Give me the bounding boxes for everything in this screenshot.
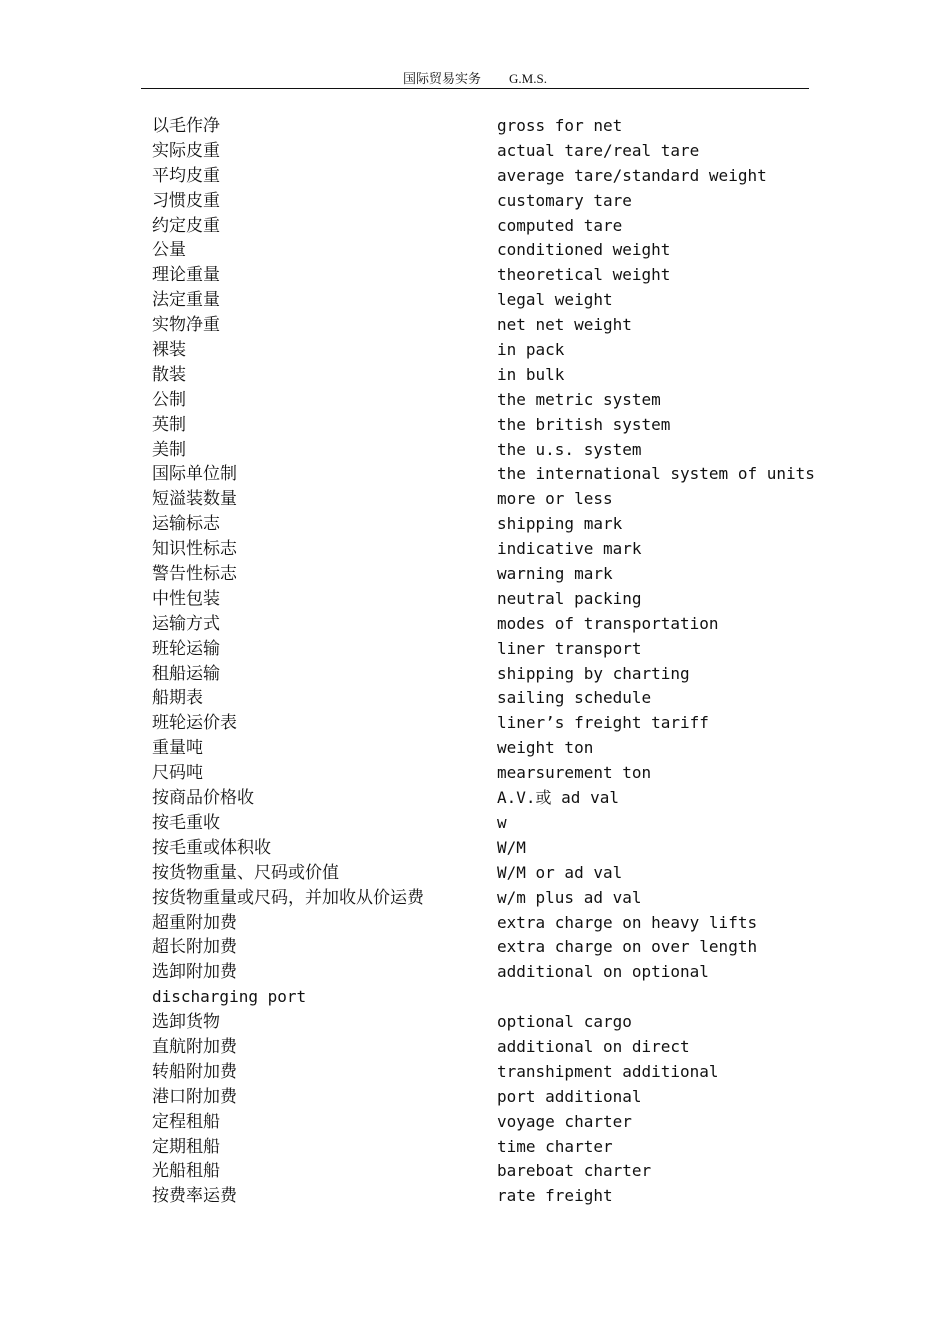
term-english: liner’s freight tariff (497, 713, 709, 733)
term-english: shipping mark (497, 514, 623, 534)
term-chinese: 光船租船 (152, 1161, 220, 1182)
glossary-row (152, 811, 852, 836)
term-chinese: 港口附加费 (152, 1086, 237, 1107)
glossary-row (152, 1085, 852, 1110)
term-chinese: 按毛重收 (152, 812, 220, 833)
term-chinese: 定期租船 (152, 1136, 220, 1157)
term-english: extra charge on heavy lifts (497, 912, 758, 932)
term-english: the british system (497, 414, 671, 434)
glossary-row (152, 313, 852, 338)
term-english: neutral packing (497, 588, 642, 608)
term-english: legal weight (497, 290, 613, 310)
term-english: mearsurement ton (497, 763, 652, 783)
glossary-row (152, 487, 852, 512)
glossary-list (152, 114, 852, 1209)
term-chinese: 班轮运价表 (152, 713, 237, 734)
term-chinese: 运输方式 (152, 613, 220, 634)
term-english: additional on direct (497, 1036, 690, 1056)
term-english: weight ton (497, 738, 594, 758)
term-chinese: 知识性标志 (152, 539, 237, 560)
term-chinese: 公量 (152, 240, 186, 261)
glossary-row (152, 886, 852, 911)
term-english: customary tare (497, 190, 632, 210)
term-english: gross for net (497, 116, 623, 135)
glossary-row (152, 214, 852, 239)
glossary-row (152, 114, 852, 139)
glossary-row (152, 338, 852, 363)
term-chinese: 定程租船 (152, 1111, 220, 1132)
term-chinese: 裸装 (152, 340, 186, 361)
term-chinese: 美制 (152, 439, 186, 460)
term-chinese: 法定重量 (152, 290, 220, 311)
term-english: extra charge on over length (497, 937, 758, 957)
term-chinese: 按毛重或体积收 (152, 837, 271, 858)
term-chinese: 超重附加费 (152, 912, 237, 933)
glossary-row (152, 1110, 852, 1135)
glossary-row (152, 1184, 852, 1209)
term-english: in pack (497, 340, 565, 360)
glossary-row (152, 1135, 852, 1160)
header-title: 国际贸易实务 (403, 71, 482, 86)
term-chinese: 超长附加费 (152, 937, 237, 958)
glossary-row (152, 388, 852, 413)
term-english: conditioned weight (497, 240, 671, 260)
glossary-row (152, 1159, 852, 1184)
term-chinese: 班轮运输 (152, 638, 220, 659)
glossary-row (152, 587, 852, 612)
glossary-row (152, 1010, 852, 1035)
term-chinese: 英制 (152, 414, 186, 435)
term-english-continuation: discharging port (152, 987, 307, 1007)
term-chinese: 按费率运费 (152, 1186, 237, 1207)
term-english: warning mark (497, 564, 613, 584)
term-chinese: 实际皮重 (152, 140, 220, 161)
term-english: in bulk (497, 364, 565, 384)
glossary-row (152, 413, 852, 438)
term-english: sailing schedule (497, 688, 652, 708)
glossary-row (152, 637, 852, 662)
glossary-row (152, 512, 852, 537)
term-english: transhipment additional (497, 1061, 719, 1081)
glossary-row (152, 288, 852, 313)
term-chinese: 选卸货物 (152, 1012, 220, 1033)
glossary-row (152, 686, 852, 711)
term-english: w (497, 812, 507, 832)
term-english: W/M (497, 837, 526, 857)
term-chinese: 平均皮重 (152, 165, 220, 186)
glossary-row (152, 935, 852, 960)
page-header (0, 70, 950, 88)
term-english: w/m plus ad val (497, 887, 642, 907)
term-chinese: 租船运输 (152, 663, 220, 684)
glossary-row (152, 189, 852, 214)
term-english: liner transport (497, 638, 642, 658)
glossary-row (152, 786, 852, 811)
term-chinese: 以毛作净 (152, 116, 220, 136)
term-english: the international system of units (497, 464, 815, 484)
term-english: the u.s. system (497, 439, 642, 459)
term-english: voyage charter (497, 1111, 632, 1131)
term-english: modes of transportation (497, 613, 719, 633)
term-chinese: 理论重量 (152, 265, 220, 286)
term-chinese: 按货物重量、尺码或价值 (152, 862, 339, 883)
term-chinese: 中性包装 (152, 588, 220, 609)
term-chinese: 公制 (152, 389, 186, 410)
term-english: optional cargo (497, 1012, 632, 1032)
term-chinese: 约定皮重 (152, 215, 220, 236)
glossary-row (152, 263, 852, 288)
term-english: time charter (497, 1136, 613, 1156)
glossary-row (152, 985, 852, 1010)
glossary-row (152, 711, 852, 736)
term-english: theoretical weight (497, 265, 671, 285)
glossary-row (152, 761, 852, 786)
term-chinese: 直航附加费 (152, 1036, 237, 1057)
term-english: the metric system (497, 389, 661, 409)
term-english: computed tare (497, 215, 623, 235)
glossary-row (152, 537, 852, 562)
glossary-row (152, 238, 852, 263)
term-english: W/M or ad val (497, 862, 623, 882)
term-chinese: 选卸附加费 (152, 962, 237, 983)
term-english: A.V.或 ad val (497, 788, 619, 808)
term-chinese: 船期表 (152, 688, 203, 709)
glossary-row (152, 836, 852, 861)
term-chinese: 习惯皮重 (152, 190, 220, 211)
term-chinese: 短溢装数量 (152, 489, 237, 510)
glossary-row (152, 363, 852, 388)
glossary-row (152, 1060, 852, 1085)
glossary-row (152, 164, 852, 189)
glossary-row (152, 139, 852, 164)
glossary-row (152, 1035, 852, 1060)
term-english: port additional (497, 1086, 642, 1106)
glossary-row (152, 438, 852, 463)
term-english: more or less (497, 489, 613, 509)
glossary-row (152, 911, 852, 936)
term-english: additional on optional (497, 962, 709, 982)
term-english: bareboat charter (497, 1161, 652, 1181)
term-english: net net weight (497, 315, 632, 335)
term-chinese: 实物净重 (152, 315, 220, 336)
term-english: rate freight (497, 1186, 613, 1206)
term-chinese: 国际单位制 (152, 464, 237, 485)
term-english: shipping by charting (497, 663, 690, 683)
term-chinese: 重量吨 (152, 738, 203, 759)
header-rule (141, 88, 809, 89)
term-chinese: 尺码吨 (152, 763, 203, 784)
glossary-row (152, 612, 852, 637)
glossary-row (152, 861, 852, 886)
term-english: actual tare/real tare (497, 140, 700, 160)
term-chinese: 按商品价格收 (152, 788, 254, 809)
term-chinese: 警告性标志 (152, 564, 237, 585)
term-chinese: 散装 (152, 364, 186, 385)
term-chinese: 按货物重量或尺码，并加收从价运费 (152, 887, 424, 908)
glossary-row (152, 960, 852, 985)
glossary-row (152, 462, 852, 487)
glossary-row (152, 662, 852, 687)
glossary-row (152, 736, 852, 761)
term-chinese: 转船附加费 (152, 1061, 237, 1082)
glossary-row (152, 562, 852, 587)
term-english: indicative mark (497, 539, 642, 559)
header-author: G.M.S. (509, 71, 547, 86)
term-english: average tare/standard weight (497, 165, 767, 185)
term-chinese: 运输标志 (152, 514, 220, 535)
